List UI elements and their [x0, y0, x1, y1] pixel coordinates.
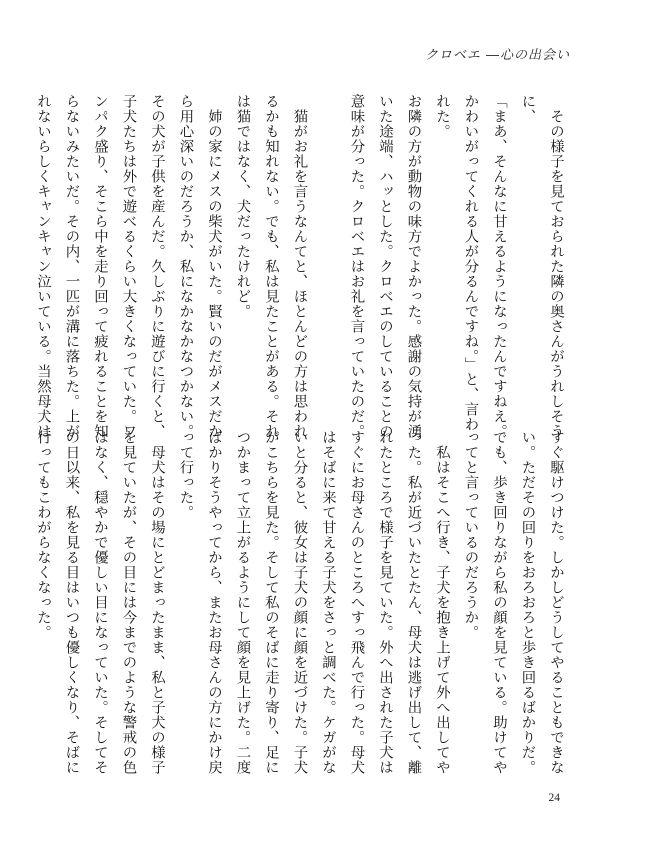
text-line: らないみたいだ。その内、一匹が溝に落ちた。上が	[63, 94, 80, 439]
text-line: その様子を見ておられた隣の奥さんがうれしそう	[548, 94, 564, 439]
text-line: い。ただその回りをおろおろと歩き回るばかりだ。	[519, 430, 536, 775]
text-line: その犬が子供を産んだ。久しぶりに遊びに行くと、	[149, 94, 165, 439]
text-line: れたところで様子を見ていた。外へ出された子犬は	[377, 430, 393, 775]
text-line: 私はそこへ行き、子犬を抱き上げて外へ出してや	[434, 430, 450, 775]
text-line: 姉の家にメスの柴犬がいた。賢いのだがメスだか	[206, 94, 222, 439]
text-line: ばかりそうやってから、またお母さんの方にかけ戻	[206, 430, 222, 775]
text-line: ってと言っているのだろうか。	[462, 430, 479, 640]
text-line: 「まあ、そんなに甘えるようになったんですねえ。	[491, 94, 507, 439]
text-line: すぐ駆けつけた。しかしどうしてやることもできな	[548, 430, 564, 775]
text-line: 子犬たちは外で遊べるくらい大きくなっていた。ワ	[120, 94, 137, 439]
text-line: ンパク盛り、そこら中を走り回って疲れることを知	[92, 94, 108, 439]
text-line: はそばに来て甘える子犬をさっと調べた。ケガがな	[320, 430, 336, 775]
text-line: かわいがってくれる人が分るんですね。」と、言わ	[462, 94, 479, 432]
text-line: いと分ると、彼女は子犬の顔に顔を近づけた。子犬	[291, 430, 308, 775]
text-line: 意味が分った。クロベエはお礼を言っていたのだ。	[348, 94, 365, 439]
text-line: 母犬はその場にとどまったまま、私と子犬の様子	[149, 430, 165, 775]
text-line: お隣の方が動物の味方でよかった。感謝の気持が湧	[405, 94, 422, 439]
text-line: れた。	[434, 94, 450, 139]
text-line: がこちらを見た。そして私のそばに走り寄り、足に	[263, 430, 279, 775]
text-line: はなく、穏やかで優しい目になっていた。そしてそ	[92, 430, 108, 775]
text-line: を見ていたが、その目には今までのような警戒の色	[120, 430, 137, 775]
blank-line	[314, 94, 343, 394]
text-line: すぐにお母さんのところへすっ飛んで行った。母犬	[348, 430, 365, 775]
page-number: 24	[548, 792, 560, 804]
text-line: 行ってもこわがらなくなった。	[35, 430, 51, 640]
text-line: いた途端、ハッとした。クロベエのしていることの	[377, 94, 393, 439]
text-line: は猫ではなく、犬だったけれど。	[234, 94, 251, 319]
text-line: ら用心深いのだろうか、私になかなかなつかない。	[177, 94, 194, 439]
upper-text-block	[35, 94, 570, 439]
text-line: 猫がお礼を言うなんてと、ほとんどの方は思われ	[291, 94, 308, 439]
text-line: った。私が近づいたとたん、母犬は逃げ出して、離	[405, 430, 422, 775]
text-line: に、	[519, 94, 536, 124]
lower-text-block	[35, 430, 570, 775]
text-line: れないらしくキャンキャン泣いている。当然母犬は	[35, 94, 51, 439]
text-line: って行った。	[177, 430, 194, 520]
text-line: つかまって立上がるようにして顔を見上げた。二度	[234, 430, 251, 775]
running-header-title: クロベエ ―心の出会い	[424, 48, 570, 63]
text-line: の日以来、私を見る目はいつも優しくなり、そばに	[63, 430, 80, 775]
text-line: るかも知れない。でも、私は見たことがある。それ	[263, 94, 279, 439]
text-line: でも、歩き回りながら私の顔を見ている。助けてや	[491, 430, 507, 775]
